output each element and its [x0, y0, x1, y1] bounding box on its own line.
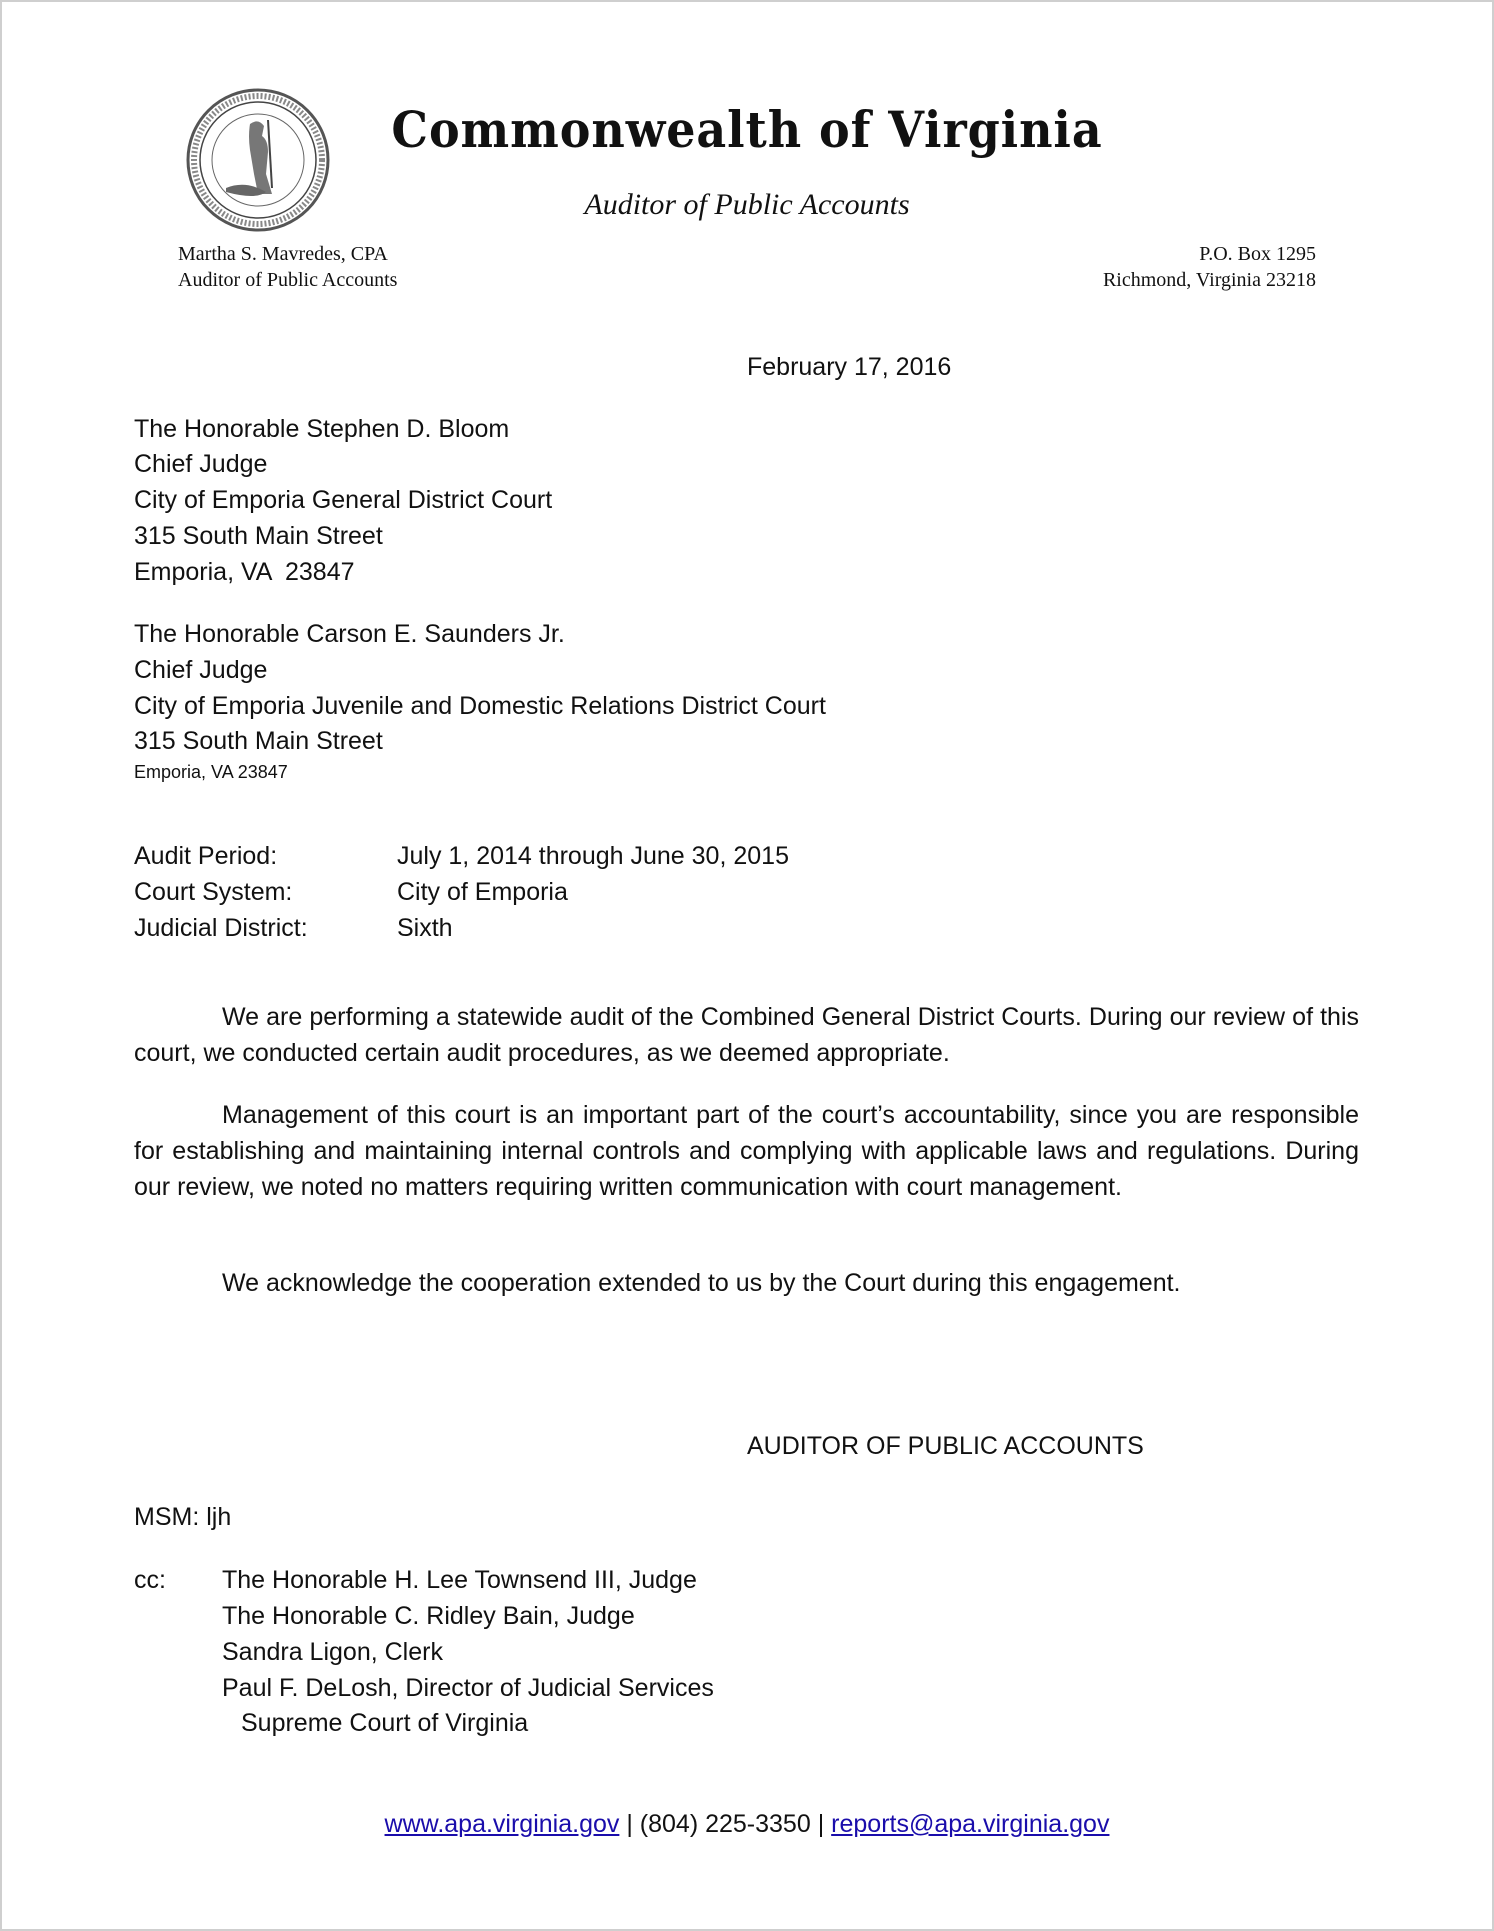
cc-item: Paul F. DeLosh, Director of Judicial Services	[222, 1674, 714, 1702]
auditor-name: Martha S. Mavredes, CPA	[178, 243, 388, 265]
address-line: Chief Judge	[134, 656, 268, 684]
court-system-value: City of Emporia	[397, 878, 568, 906]
footer	[0, 1806, 1494, 1842]
address-line: The Honorable Carson E. Saunders Jr.	[134, 620, 565, 648]
signature-block: AUDITOR OF PUBLIC ACCOUNTS	[747, 1432, 1144, 1460]
cc-item: Supreme Court of Virginia	[241, 1709, 529, 1737]
body-paragraph-2: Management of this court is an important part of the court’s accountability, since you are responsible for establishing and maintaining internal controls and complying with applicable laws and regulations. During our review, we noted no matters requiring written communication with court management.	[134, 1101, 1359, 1201]
separator: |	[626, 1810, 633, 1838]
address-line: 315 South Main Street	[134, 727, 383, 755]
cc-item: The Honorable C. Ridley Bain, Judge	[222, 1602, 635, 1630]
cc-label: cc:	[134, 1566, 166, 1594]
letter-date: February 17, 2016	[747, 353, 952, 381]
cc-item: The Honorable H. Lee Townsend III, Judge	[222, 1566, 697, 1594]
address-line: Emporia, VA 23847	[134, 762, 288, 782]
judicial-district-value: Sixth	[397, 914, 453, 942]
po-box: P.O. Box 1295	[1199, 243, 1316, 265]
address-line: Emporia, VA 23847	[134, 558, 355, 586]
address-line: Chief Judge	[134, 450, 268, 478]
judicial-district-label: Judicial District:	[134, 914, 308, 942]
address-line: City of Emporia General District Court	[134, 486, 553, 514]
address-line: City of Emporia Juvenile and Domestic Relations District Court	[134, 692, 826, 720]
email-link[interactable]: reports@apa.virginia.gov	[831, 1810, 1110, 1838]
body-paragraph-3: We acknowledge the cooperation extended to us by the Court during this engagement.	[222, 1269, 1181, 1297]
initials: MSM: ljh	[134, 1503, 232, 1531]
letterhead-title: Commonwealth of Virginia	[391, 100, 1103, 159]
address-line: 315 South Main Street	[134, 522, 383, 550]
website-link[interactable]: www.apa.virginia.gov	[384, 1810, 620, 1838]
address-line: The Honorable Stephen D. Bloom	[134, 415, 510, 443]
cc-item: Sandra Ligon, Clerk	[222, 1638, 443, 1666]
body-paragraph-1: We are performing a statewide audit of the Combined General District Courts. During our review of this court, we conducted certain audit procedures, as we deemed appropriate.	[134, 1003, 1359, 1067]
audit-period-value: July 1, 2014 through June 30, 2015	[397, 842, 789, 870]
phone-number: (804) 225-3350	[639, 1810, 811, 1838]
city-address: Richmond, Virginia 23218	[1102, 269, 1316, 291]
separator: |	[817, 1810, 825, 1838]
court-system-label: Court System:	[134, 878, 293, 906]
audit-period-label: Audit Period:	[134, 842, 278, 870]
auditor-title: Auditor of Public Accounts	[178, 269, 398, 291]
letterhead-subtitle: Auditor of Public Accounts	[584, 188, 910, 221]
